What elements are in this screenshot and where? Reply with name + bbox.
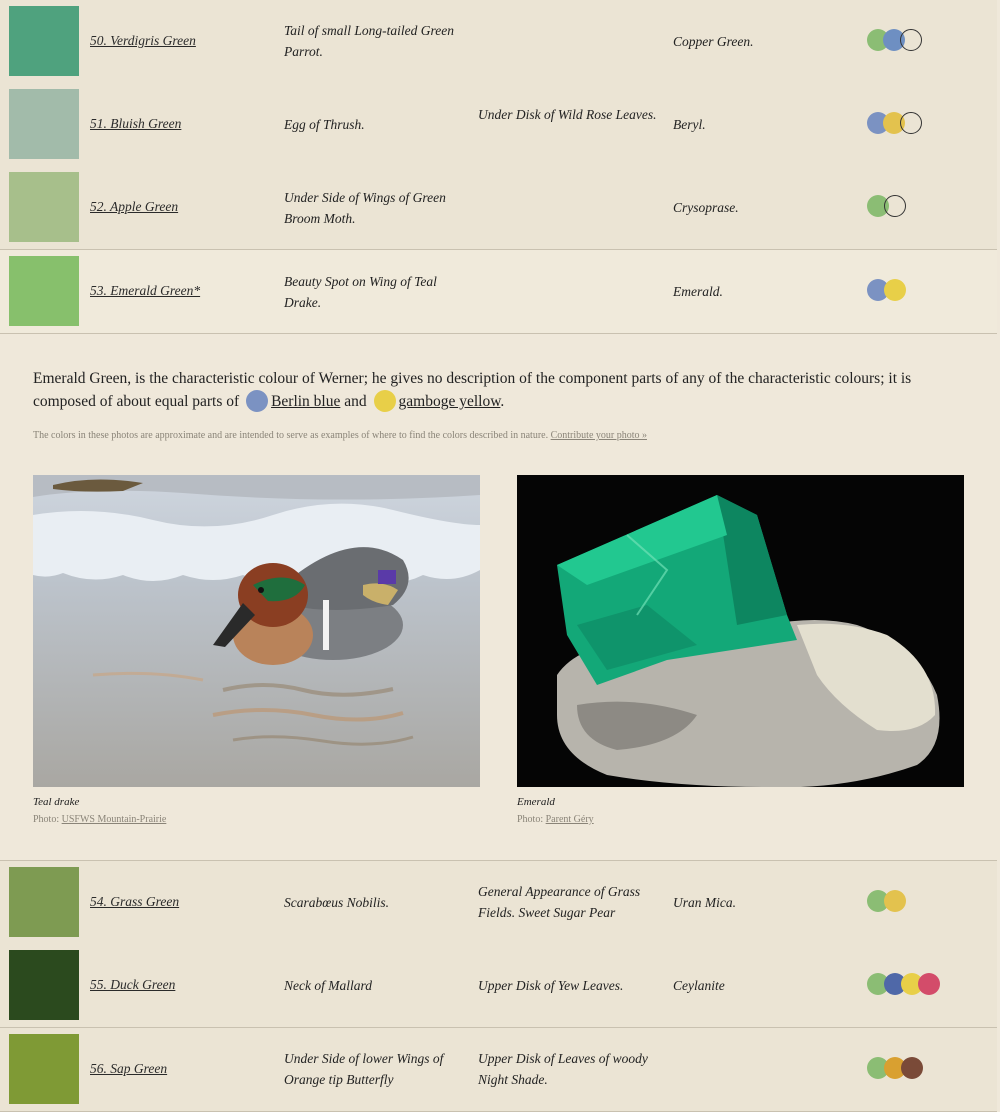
credit-label: Photo: xyxy=(33,814,60,825)
color-description xyxy=(33,368,968,413)
vegetable-cell: General Appearance of Grass Fields. Sweet Sugar Pear xyxy=(478,884,641,920)
photo-credit xyxy=(517,814,594,825)
animal-cell: Scarabœus Nobilis. xyxy=(284,895,390,910)
vegetable-cell: Under Disk of Wild Rose Leaves. xyxy=(478,107,657,122)
photo-credit xyxy=(33,814,166,825)
component-dot[interactable] xyxy=(900,29,922,51)
gamboge-yellow-chip[interactable] xyxy=(374,390,396,412)
component-dot[interactable] xyxy=(884,279,906,301)
color-name-link[interactable]: 50. Verdigris Green xyxy=(90,33,196,48)
mineral-cell: Crysoprase. xyxy=(673,200,739,215)
color-row xyxy=(0,250,997,334)
color-name-link[interactable]: 54. Grass Green xyxy=(90,894,180,909)
color-detail-panel xyxy=(0,334,1000,859)
color-swatch[interactable] xyxy=(9,867,79,937)
animal-cell: Neck of Mallard xyxy=(284,978,372,993)
color-row xyxy=(0,1028,997,1112)
photo-credit-link[interactable]: USFWS Mountain-Prairie xyxy=(61,814,167,825)
animal-cell: Under Side of Wings of Green Broom Moth. xyxy=(284,190,446,226)
color-row xyxy=(0,860,997,945)
description-text: . xyxy=(500,393,505,410)
component-dot[interactable] xyxy=(884,890,906,912)
color-name-link[interactable]: 55. Duck Green xyxy=(90,977,176,992)
photo-caption: Emerald xyxy=(517,796,555,808)
color-swatch[interactable] xyxy=(9,6,79,76)
mineral-cell: Ceylanite xyxy=(673,978,725,993)
emerald-image xyxy=(517,475,964,787)
emerald-photo[interactable] xyxy=(517,475,964,787)
vegetable-cell: Upper Disk of Yew Leaves. xyxy=(478,978,624,993)
component-dot[interactable] xyxy=(918,973,940,995)
color-swatch[interactable] xyxy=(9,1034,79,1104)
color-row xyxy=(0,83,997,167)
component-dot[interactable] xyxy=(901,1057,923,1079)
color-row xyxy=(0,166,997,250)
photo-credit-link[interactable]: Parent Géry xyxy=(545,814,594,825)
teal-drake-photo[interactable] xyxy=(33,475,480,787)
photo-caption: Teal drake xyxy=(33,796,80,808)
animal-cell: Egg of Thrush. xyxy=(284,117,365,132)
mineral-cell: Emerald. xyxy=(673,284,723,299)
contribute-photo-link[interactable]: Contribute your photo » xyxy=(550,430,647,441)
animal-cell: Tail of small Long-tailed Green Parrot. xyxy=(284,23,455,59)
color-name-link[interactable]: 56. Sap Green xyxy=(90,1061,168,1076)
description-text: Emerald Green, is the characteristic colour of Werner; he gives no description of the component parts of any of the characteristic colours; it is composed of about equal parts of xyxy=(33,370,912,410)
teal-drake-image xyxy=(33,475,480,787)
component-dot[interactable] xyxy=(884,195,906,217)
color-swatch[interactable] xyxy=(9,950,79,1020)
berlin-blue-chip[interactable] xyxy=(246,390,268,412)
mineral-cell: Uran Mica. xyxy=(673,895,736,910)
animal-cell: Under Side of lower Wings of Orange tip Butterfly xyxy=(284,1051,444,1087)
color-row xyxy=(0,944,997,1028)
color-swatch[interactable] xyxy=(9,172,79,242)
color-swatch[interactable] xyxy=(9,89,79,159)
animal-cell: Beauty Spot on Wing of Teal Drake. xyxy=(284,274,437,310)
gamboge-yellow-link[interactable]: gamboge yellow xyxy=(398,393,501,410)
component-dot[interactable] xyxy=(900,112,922,134)
color-row xyxy=(0,0,997,84)
mineral-cell: Copper Green. xyxy=(673,34,754,49)
vegetable-cell: Upper Disk of Leaves of woody Night Shade. xyxy=(478,1051,648,1087)
berlin-blue-link[interactable]: Berlin blue xyxy=(271,393,341,410)
color-swatch[interactable] xyxy=(9,256,79,326)
disclaimer-text: The colors in these photos are approximate and are intended to serve as examples of where to find the colors described in nature. xyxy=(33,430,549,441)
mineral-cell: Beryl. xyxy=(673,117,706,132)
photo-disclaimer xyxy=(33,430,647,441)
color-name-link[interactable]: 51. Bluish Green xyxy=(90,116,182,131)
color-name-link[interactable]: 53. Emerald Green* xyxy=(90,283,201,298)
color-name-link[interactable]: 52. Apple Green xyxy=(90,199,179,214)
credit-label: Photo: xyxy=(517,814,544,825)
description-text: and xyxy=(344,393,367,410)
